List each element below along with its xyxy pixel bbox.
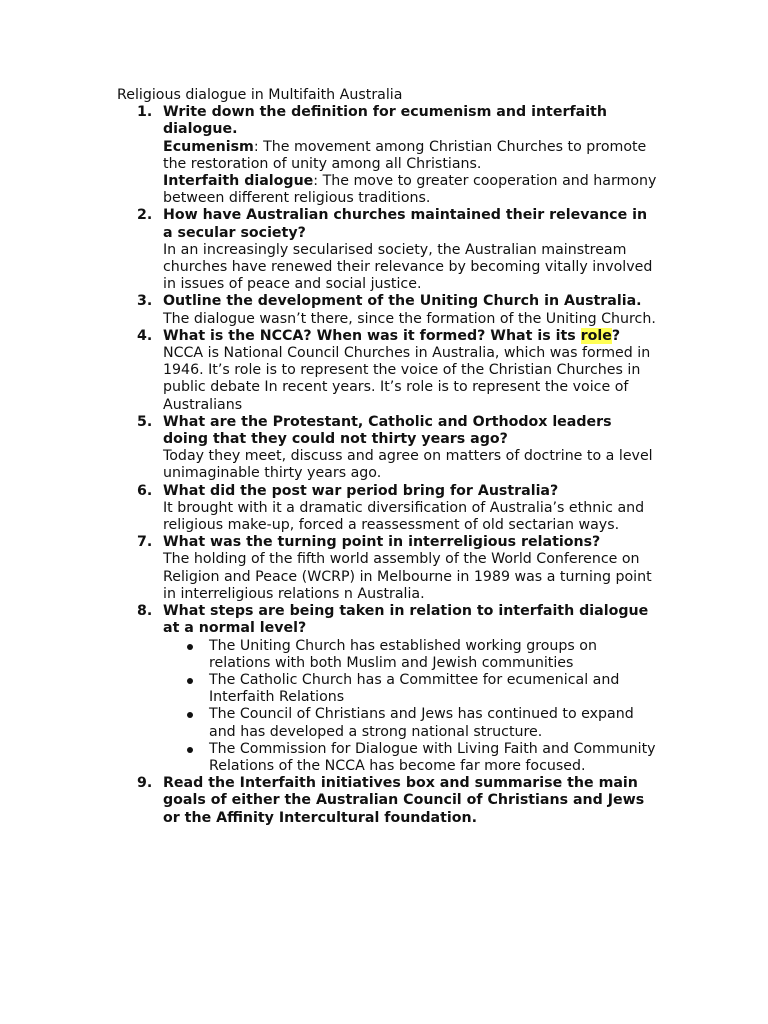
answer-text: The dialogue wasn’t there, since the formation of the Uniting Church. xyxy=(163,310,656,327)
answer-text: The holding of the fifth world assembly of the World Conference on Religion and Peace (WCRP) in Melbourne in 1989 was a turning point in interreligious relations n Australia. xyxy=(163,551,652,602)
question-item-2 xyxy=(117,207,657,293)
question-item-5 xyxy=(117,414,657,483)
question-item-3 xyxy=(117,293,657,327)
question-item-9 xyxy=(117,775,657,827)
question-number: 6. xyxy=(137,482,153,499)
question-number: 3. xyxy=(137,293,153,310)
answer-text: In an increasingly secularised society, the Australian mainstream churches have renewed their relevance by becoming vitally involved in issues of peace and social justice. xyxy=(163,241,653,293)
question-number: 8. xyxy=(137,603,153,620)
question-text: What was the turning point in interreligious relations? xyxy=(163,534,601,551)
question-text xyxy=(163,328,657,345)
answer-definition-interfaith xyxy=(163,173,657,207)
question-item-1 xyxy=(117,104,657,207)
question-text: Write down the definition for ecumenism and interfaith dialogue. xyxy=(163,104,607,138)
question-text: Read the Interfaith initiatives box and summarise the main goals of either the Australian Council of Christians and Jews or the Affinity Intercultural foundation. xyxy=(163,775,645,826)
question-number: 9. xyxy=(137,775,153,792)
question-item-7 xyxy=(117,534,657,603)
question-number: 5. xyxy=(137,413,153,430)
question-number: 7. xyxy=(137,534,153,551)
answer-text: It brought with it a dramatic diversification of Australia’s ethnic and religious make-up, forced a reassessment of old sectarian ways. xyxy=(163,499,645,534)
question-text: How have Australian churches maintained their relevance in a secular society? xyxy=(163,207,648,241)
question-item-8 xyxy=(117,603,657,775)
question-text: Outline the development of the Uniting Church in Australia. xyxy=(163,293,642,310)
bullet-item: The Catholic Church has a Committee for ecumenical and Interfaith Relations xyxy=(163,672,657,706)
question-text: What are the Protestant, Catholic and Orthodox leaders doing that they could not thirty years ago? xyxy=(163,413,612,448)
answer-text: Today they meet, discuss and agree on matters of doctrine to a level unimaginable thirty years ago. xyxy=(163,448,653,482)
answer-definition-ecumenism xyxy=(163,139,657,173)
question-list xyxy=(117,104,657,827)
document-body xyxy=(117,87,657,827)
definition-text: : The movement among Christian Churches to promote the restoration of unity among all Christians. xyxy=(163,138,647,172)
highlighted-word: role xyxy=(580,327,612,344)
question-text-part: What is the NCCA? When was it formed? What is its xyxy=(163,327,581,344)
question-text: What steps are being taken in relation to interfaith dialogue at a normal level? xyxy=(163,603,649,637)
question-text: What did the post war period bring for Australia? xyxy=(163,482,559,499)
term-label: Ecumenism xyxy=(163,138,254,155)
term-label: Interfaith dialogue xyxy=(163,173,314,190)
question-item-4 xyxy=(117,328,657,414)
question-number: 2. xyxy=(137,207,153,224)
bullet-item: The Commission for Dialogue with Living Faith and Community Relations of the NCCA has become far more focused. xyxy=(163,741,657,775)
bullet-list xyxy=(163,638,657,776)
bullet-item: The Council of Christians and Jews has continued to expand and has developed a strong national structure. xyxy=(163,706,657,740)
question-text-part: ? xyxy=(611,327,621,344)
document-title: Religious dialogue in Multifaith Australia xyxy=(117,87,403,103)
bullet-item: The Uniting Church has established working groups on relations with both Muslim and Jewish communities xyxy=(163,638,657,672)
question-number: 4. xyxy=(137,327,153,344)
answer-text: NCCA is National Council Churches in Australia, which was formed in 1946. It’s role is to represent the voice of the Christian Churches in public debate In recent years. It’s role is to represent the voice of Australians xyxy=(163,345,651,413)
definition-text: : The move to greater cooperation and harmony between different religious traditions. xyxy=(163,173,657,207)
question-number: 1. xyxy=(137,104,153,121)
question-item-6 xyxy=(117,483,657,535)
